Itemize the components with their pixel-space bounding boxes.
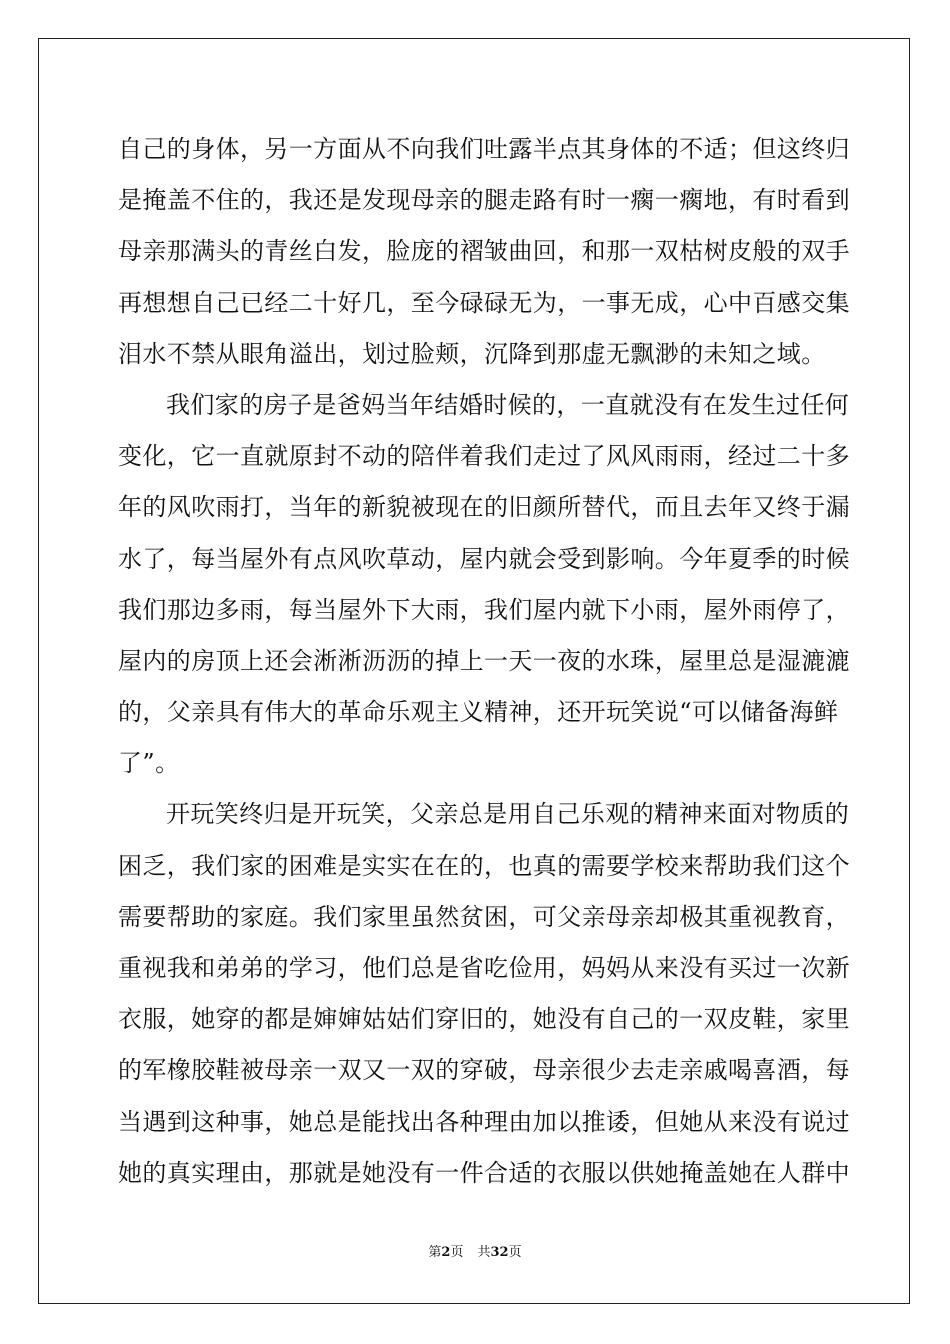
text-line: 重视我和弟弟的学习，他们总是省吃俭用，妈妈从来没有买过一次新: [118, 954, 850, 982]
text-line: 泪水不禁从眼角溢出，划过脸颊，沉降到那虚无飘渺的未知之域。: [118, 339, 826, 368]
text-line: 当遇到这种事，她总是能找出各种理由加以推诿，但她从来没有说过: [118, 1107, 850, 1136]
text-line: 再想想自己已经二十好几，至今碌碌无为，一事无成，心中百感交集: [118, 288, 850, 317]
total-suffix: 页: [508, 1245, 522, 1260]
text-line: 年的风吹雨打，当年的新貌被现在的旧颜所替代，而且去年又终于漏: [118, 493, 850, 522]
page-suffix: 页: [450, 1245, 464, 1260]
page-prefix: 第: [428, 1245, 442, 1260]
page-number: 2: [441, 1245, 451, 1260]
text-line: 需要帮助的家庭。我们家里虽然贫困，可父亲母亲却极其重视教育，: [118, 902, 850, 931]
text-line: 自己的身体，另一方面从不向我们吐露半点其身体的不适；但这终归: [118, 135, 850, 163]
paragraph-first-line: 开玩笑终归是开玩笑，父亲总是用自己乐观的精神来面对物质的: [166, 800, 850, 829]
page-footer: [0, 1245, 950, 1261]
total-pages: 32: [490, 1245, 509, 1260]
text-line: 了”。: [118, 749, 180, 778]
text-line: 她的真实理由，那就是她没有一件合适的衣服以供她掩盖她在人群中: [118, 1158, 850, 1187]
text-line: 水了，每当屋外有点风吹草动，屋内就会受到影响。今年夏季的时候: [118, 544, 850, 573]
paragraph-first-line: 我们家的房子是爸妈当年结婚时候的，一直就没有在发生过任何: [166, 390, 850, 419]
text-line: 的，父亲具有伟大的革命乐观主义精神，还开玩笑说“可以储备海鲜: [118, 698, 839, 727]
text-line: 屋内的房顶上还会淅淅沥沥的掉上一天一夜的水珠，屋里总是湿漉漉: [118, 646, 850, 675]
text-line: 变化，它一直就原封不动的陪伴着我们走过了风风雨雨，经过二十多: [118, 442, 850, 471]
text-line: 我们那边多雨，每当屋外下大雨，我们屋内就下小雨，屋外雨停了，: [118, 595, 850, 624]
text-line: 衣服，她穿的都是婶婶姑姑们穿旧的，她没有自己的一双皮鞋，家里: [118, 1005, 850, 1034]
total-prefix: 共: [477, 1245, 491, 1260]
document-body: [118, 124, 850, 1199]
text-line: 是掩盖不住的，我还是发现母亲的腿走路有时一瘸一瘸地，有时看到: [118, 186, 850, 215]
text-line: 母亲那满头的青丝白发，脸庞的褶皱曲回，和那一双枯树皮般的双手: [118, 237, 850, 266]
text-line: 困乏，我们家的困难是实实在在的，也真的需要学校来帮助我们这个: [118, 851, 850, 880]
text-line: 的军橡胶鞋被母亲一双又一双的穿破，母亲很少去走亲戚喝喜酒，每: [118, 1056, 850, 1085]
